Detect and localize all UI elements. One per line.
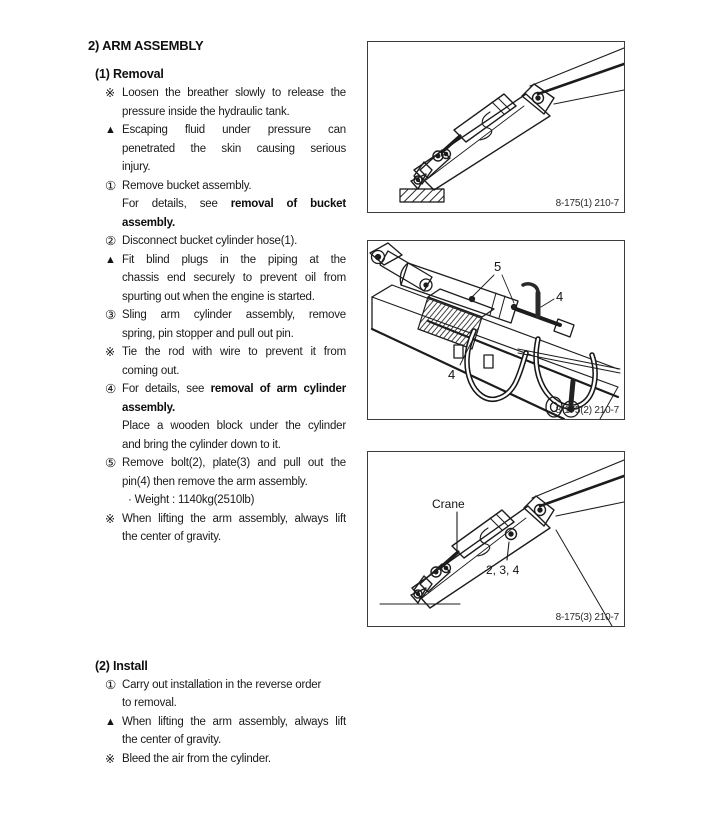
item-text: Remove bucket assembly. For details, see removal of bucket assembly.	[122, 179, 346, 229]
procedure-item	[105, 454, 346, 510]
boom-lines	[530, 48, 624, 104]
arm-head	[522, 84, 554, 114]
excavator-arm-diagram-3	[368, 452, 624, 626]
step-number: ④	[105, 382, 117, 396]
step-number: ①	[105, 677, 117, 692]
removal-steps	[105, 84, 346, 547]
procedure-item	[105, 750, 346, 769]
note-reference-mark: ※	[105, 751, 116, 766]
page-title: 2) ARM ASSEMBLY	[88, 38, 204, 53]
figure3-label-crane: Crane	[432, 497, 465, 511]
step-number: ①	[105, 178, 117, 193]
hydraulic-hoses	[467, 331, 620, 407]
pivot-pin	[506, 529, 517, 540]
arm-beam	[414, 94, 550, 190]
item-text: Tie the rod with wire to prevent it from coming out.	[122, 346, 346, 377]
procedure-item	[105, 713, 346, 750]
figure2-label-4-left: 4	[448, 367, 456, 382]
warning-triangle-icon: ▲	[105, 124, 116, 136]
step-number: ③	[105, 308, 117, 322]
excavator-arm-diagram-2	[368, 241, 624, 419]
procedure-item	[105, 676, 346, 713]
clamp-bolt	[512, 305, 517, 310]
procedure-item	[105, 177, 346, 233]
item-text: Loosen the breather slowly to release the pressure inside the hydraulic tank.	[122, 87, 346, 118]
note-reference-mark: ※	[105, 86, 116, 100]
figure-arm-assembly-on-ground	[367, 41, 625, 213]
item-text: For details, see removal of arm cylinder assembly. Place a wooden block under the cylinder and bring the cylinder down to it.	[122, 383, 346, 451]
step-number: ②	[105, 234, 117, 248]
removal-section	[88, 66, 346, 547]
figure-arm-cylinder-hoses	[367, 240, 625, 420]
note-reference-mark: ※	[105, 345, 116, 359]
bucket-cylinder	[433, 94, 516, 161]
procedure-item	[105, 306, 346, 343]
figure2-label-5: 5	[494, 259, 502, 274]
boom-lines	[532, 460, 624, 626]
item-text: When lifting the arm assembly, always lift the center of gravity.	[122, 715, 346, 746]
item-text: Sling arm cylinder assembly, remove spring, pin stopper and pull out pin.	[122, 309, 346, 340]
warning-triangle-icon: ▲	[105, 715, 116, 728]
figure2-label-4-right: 4	[556, 289, 564, 304]
arm-beam	[412, 506, 550, 608]
figure2-caption: 8-175(2) 210-7	[555, 405, 619, 416]
step-number: ⑤	[105, 456, 117, 470]
figure3-caption: 8-175(3) 210-7	[555, 612, 619, 623]
procedure-item	[105, 84, 346, 121]
item-text: Fit blind plugs in the piping at the chassis end securely to prevent oil from spurting out when the engine is started.	[122, 253, 346, 303]
item-text: Carry out installation in the reverse order to removal.	[122, 678, 322, 709]
install-steps	[105, 676, 346, 769]
procedure-item	[105, 510, 346, 547]
item-text: Remove bolt(2), plate(3) and pull out the pin(4) then remove the arm assembly. · Weight : 1140kg(2510lb)	[122, 457, 346, 506]
arm-head	[524, 496, 554, 526]
figure3-label-parts: 2, 3, 4	[486, 563, 520, 577]
procedure-item	[105, 343, 346, 380]
note-reference-mark: ※	[105, 511, 116, 526]
excavator-arm-diagram-1	[368, 42, 624, 212]
procedure-item	[105, 380, 346, 454]
item-text: Disconnect bucket cylinder hose(1).	[122, 235, 298, 247]
removal-heading: (1) Removal	[95, 67, 164, 81]
procedure-text-column	[88, 38, 346, 768]
grease-hose	[480, 112, 492, 140]
figure-arm-crane-lift	[367, 451, 625, 627]
procedure-item	[105, 121, 346, 177]
install-heading: (2) Install	[95, 658, 148, 673]
figure1-caption: 8-175(1) 210-7	[555, 198, 619, 209]
procedure-item	[105, 251, 346, 307]
ground-block	[400, 189, 444, 202]
install-section	[88, 658, 346, 769]
item-text: Escaping fluid under pressure can penetrated the skin causing serious injury.	[122, 124, 346, 173]
item-text: Bleed the air from the cylinder.	[122, 752, 271, 765]
bucket-link-assembly	[411, 564, 451, 604]
warning-triangle-icon: ▲	[105, 253, 116, 266]
procedure-item	[105, 232, 346, 251]
item-text: When lifting the arm assembly, always lift the center of gravity.	[122, 512, 346, 543]
